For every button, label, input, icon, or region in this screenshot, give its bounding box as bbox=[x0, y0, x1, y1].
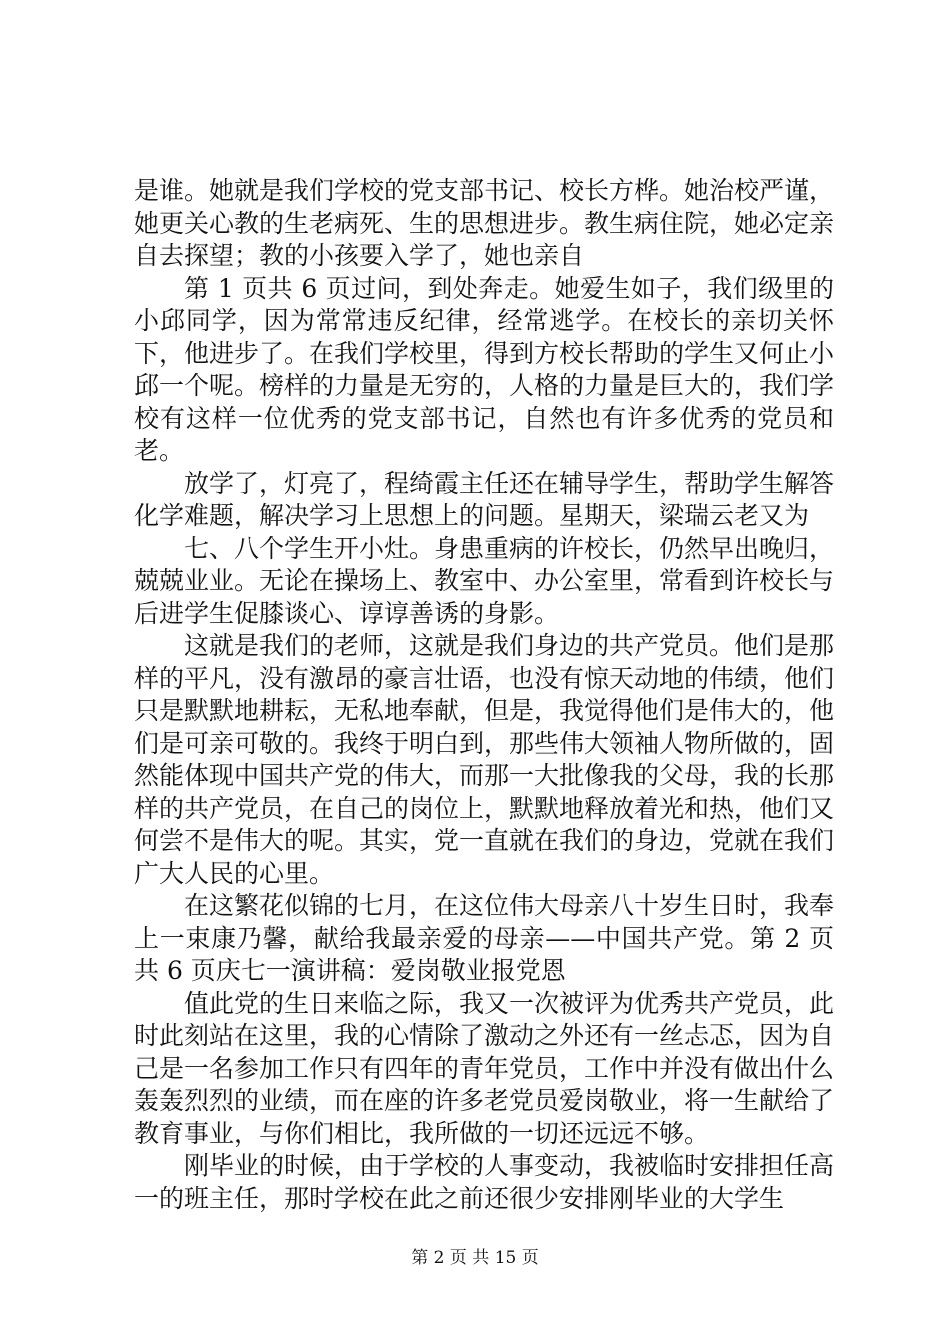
paragraph-5: 这就是我们的老师，这就是我们身边的共产党员。他们是那样的平凡，没有激昂的豪言壮语，也没有惊天动地的伟绩，他们只是默默地耕耘，无私地奉献，但是，我觉得他们是伟大的，他们是可亲可敬的。我终于明白到，那些伟大领袖人物所做的，固然能体现中国共产党的伟大，而那一大批像我的父母，我的长那样的共产党员，在自己的岗位上，默默地释放着光和热，他们又何尝不是伟大的呢。其实，党一直就在我们的身边，党就在我们广大人民的心里。 bbox=[134, 631, 835, 888]
document-body bbox=[134, 175, 834, 1215]
paragraph-6: 在这繁花似锦的七月，在这位伟大母亲八十岁生日时，我奉上一束康乃馨，献给我最亲爱的母亲——中国共产党。第 2 页共 6 页庆七一演讲稿：爱岗敬业报党恩 bbox=[134, 891, 835, 985]
page-footer: 第 2 页 共 15 页 bbox=[411, 1248, 539, 1268]
paragraph-8: 刚毕业的时候，由于学校的人事变动，我被临时安排担任高一的班主任，那时学校在此之前还很少安排刚毕业的大学生 bbox=[134, 1151, 835, 1213]
paragraph-1: 是谁。她就是我们学校的党支部书记、校长方桦。她治校严谨，她更关心教的生老病死、生的思想进步。教生病住院，她必定亲自去探望；教的小孩要入学了，她也亲自 bbox=[134, 176, 835, 270]
paragraph-7: 值此党的生日来临之际，我又一次被评为优秀共产党员，此时此刻站在这里，我的心情除了激动之外还有一丝忐忑，因为自己是一名参加工作只有四年的青年党员，工作中并没有做出什么轰轰烈烈的业绩，而在座的许多老党员爱岗敬业，将一生献给了教育事业，与你们相比，我所做的一切还远远不够。 bbox=[134, 988, 835, 1148]
paragraph-2: 第 1 页共 6 页过问，到处奔走。她爱生如子，我们级里的小邱同学，因为常常违反纪律，经常逃学。在校长的亲切关怀下，他进步了。在我们学校里，得到方校长帮助的学生又何止小邱一个呢。榜样的力量是无穷的，人格的力量是巨大的，我们学校有这样一位优秀的党支部书记，自然也有许多优秀的党员和老。 bbox=[134, 273, 835, 465]
paragraph-4: 七、八个学生开小灶。身患重病的许校长，仍然早出晚归，兢兢业业。无论在操场上、教室中、办公室里，常看到许校长与后进学生促膝谈心、谆谆善诱的身影。 bbox=[134, 533, 835, 628]
paragraph-3: 放学了，灯亮了，程绮霞主任还在辅导学生，帮助学生解答化学难题，解决学习上思想上的问题。星期天，梁瑞云老又为 bbox=[134, 468, 835, 530]
